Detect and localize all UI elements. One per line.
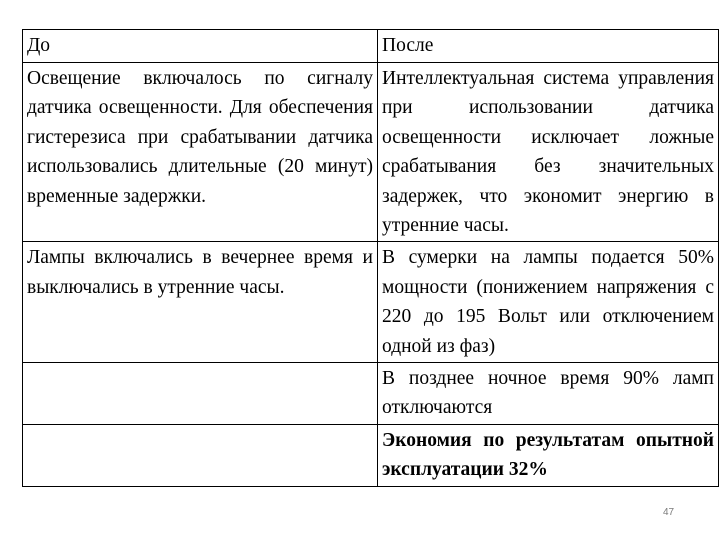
table-row (23, 424, 719, 486)
header-after: После (378, 30, 719, 63)
table-row (23, 363, 719, 425)
cell-after-4-summary: Экономия по результатам опытной эксплуатации 32% (378, 424, 719, 486)
cell-before-3 (23, 363, 378, 425)
cell-after-1: Интеллектуальная система управления при использовании датчика освещенности исключает ложные срабатывания без значительных задержек, что экономит энергию в утренние часы. (378, 63, 719, 242)
cell-before-4 (23, 424, 378, 486)
comparison-table (22, 29, 719, 487)
table-header-row (23, 30, 719, 63)
table-row (23, 242, 719, 363)
cell-before-1: Освещение включалось по сигналу датчика освещенности. Для обеспечения гистерезиса при срабатывании датчика использовались длительные (20 минут) временные задержки. (23, 63, 378, 242)
cell-after-3: В позднее ночное время 90% ламп отключаются (378, 363, 719, 425)
cell-before-2: Лампы включались в вечернее время и выключались в утренние часы. (23, 242, 378, 363)
page-number: 47 (663, 507, 675, 518)
cell-after-2: В сумерки на лампы подается 50% мощности (понижением напряжения с 220 до 195 Вольт или отключением одной из фаз) (378, 242, 719, 363)
header-before: До (23, 30, 378, 63)
table-row (23, 63, 719, 242)
